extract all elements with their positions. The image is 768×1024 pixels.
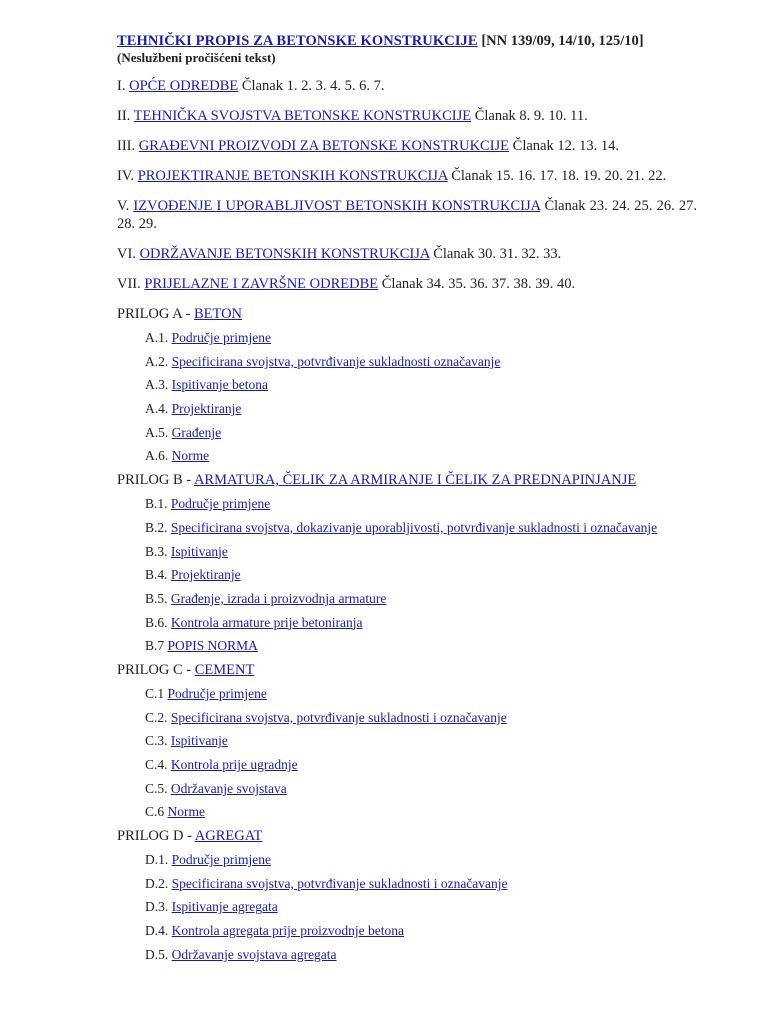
annex-item-link[interactable]: Održavanje svojstava agregata (171, 946, 337, 962)
annex-item (145, 637, 697, 654)
annex-item-link[interactable]: Ispitivanje agregata (171, 899, 278, 915)
annex-item-link[interactable]: Kontrola armature prije betoniranja (170, 614, 363, 630)
annex-item (145, 875, 697, 892)
annex-item-link[interactable]: Područje primjene (170, 496, 271, 512)
part-link[interactable]: TEHNIČKA SVOJSTVA BETONSKE KONSTRUKCIJE (133, 108, 472, 124)
annex-item (145, 519, 697, 536)
part-entry (117, 137, 697, 155)
part-entry (117, 167, 697, 185)
annex-item (145, 566, 697, 583)
annex-item-number: C.1 (145, 685, 165, 701)
annex-item-number: A.1. (145, 330, 169, 345)
annex-item-link[interactable]: Specificirana svojstva, potvrđivanje sukladnosti i označavanje (171, 875, 508, 891)
part-link[interactable]: ODRŽAVANJE BETONSKIH KONSTRUKCIJA (139, 246, 430, 262)
part-number: II. (117, 108, 131, 124)
annex-link[interactable]: BETON (193, 306, 243, 322)
part-number: VII. (117, 276, 141, 292)
part-entry (117, 197, 697, 233)
annex-item-number: A.5. (145, 424, 169, 440)
annex-item (145, 447, 697, 464)
annex-item (145, 922, 697, 939)
part-number: VI. (117, 246, 136, 262)
annex-item-number: B.2. (145, 519, 168, 535)
annex-item (145, 780, 697, 797)
annex-item-number: D.2. (145, 875, 169, 891)
annex-item-link[interactable]: Kontrola agregata prije proizvodnje betona (171, 923, 405, 939)
part-link[interactable]: GRAĐEVNI PROIZVODI ZA BETONSKE KONSTRUKCIJE (138, 138, 510, 154)
annex-item (145, 685, 697, 702)
annex-item (145, 614, 697, 631)
annex-link[interactable]: AGREGAT (194, 828, 263, 845)
annex-item-link[interactable]: POPIS NORMA (167, 638, 258, 654)
annex-item-number: B.1. (145, 496, 168, 512)
title-link[interactable]: TEHNIČKI PROPIS ZA BETONSKE KONSTRUKCIJE (117, 33, 478, 49)
part-link[interactable]: IZVOĐENJE I UPORABLJIVOST BETONSKIH KONSTRUKCIJA (133, 198, 541, 214)
annex-item-number: D.3. (145, 899, 169, 915)
annex-item-number: C.3. (145, 733, 168, 749)
part-articles: Članak 30. 31. 32. 33. (433, 246, 562, 262)
annex-item (145, 353, 697, 370)
part-articles: Članak 1. 2. 3. 4. 5. 6. 7. (241, 78, 385, 94)
annex-item-link[interactable]: Specificirana svojstva, potvrđivanje sukladnosti označavanje (171, 353, 501, 369)
title-reference: [NN 139/09, 14/10, 125/10] (481, 33, 644, 49)
annex-item-link[interactable]: Područje primjene (167, 685, 267, 701)
annex-item (145, 851, 697, 868)
annex-item-number: A.3. (145, 377, 169, 393)
annex-item (145, 424, 697, 441)
annex-item (145, 732, 697, 749)
annex-item-number: B.5. (145, 590, 168, 606)
annex-section (117, 305, 697, 464)
annex-link[interactable]: CEMENT (194, 661, 255, 678)
annex-item (145, 376, 697, 393)
annex-item-link[interactable]: Specificirana svojstva, potvrđivanje sukladnosti i označavanje (170, 709, 507, 725)
document-page (117, 33, 697, 970)
annex-item-number: B.4. (145, 567, 168, 583)
part-entry (117, 77, 697, 95)
part-link[interactable]: PRIJELAZNE I ZAVRŠNE ODREDBE (144, 276, 379, 292)
annex-item-number: C.6 (145, 804, 165, 820)
annex-section (117, 827, 697, 963)
annex-item-link[interactable]: Projektiranje (171, 401, 242, 417)
annex-link[interactable]: ARMATURA, ČELIK ZA ARMIRANJE I ČELIK ZA PREDNAPINJANJE (193, 472, 637, 489)
annex-item-link[interactable]: Ispitivanje betona (171, 377, 268, 393)
annex-item-link[interactable]: Održavanje svojstava (170, 780, 287, 796)
annex-item-number: B.7 (145, 638, 165, 654)
part-entry (117, 245, 697, 263)
annex-item-number: C.2. (145, 709, 168, 725)
document-title (117, 33, 697, 50)
annex-item (145, 329, 697, 346)
annex-heading (117, 827, 697, 845)
annex-item-link[interactable]: Specificirana svojstva, dokazivanje uporabljivosti, potvrđivanje sukladnosti i označavanje (170, 519, 658, 535)
annex-section (117, 661, 697, 820)
part-link[interactable]: OPĆE ODREDBE (129, 78, 239, 94)
annex-item-number: A.4. (145, 401, 169, 417)
annex-item (145, 495, 697, 512)
annex-item-number: B.3. (145, 543, 168, 559)
document-subtitle: (Neslužbeni pročišćeni tekst) (117, 50, 276, 65)
annex-item-number: B.6. (145, 614, 168, 630)
part-articles: Članak 23. 24. 25. 26. 27. 28. 29. (117, 198, 697, 232)
annex-item-link[interactable]: Projektiranje (170, 567, 241, 583)
part-number: V. (117, 198, 130, 214)
annex-item-number: A.6. (145, 448, 169, 464)
annex-item-number: C.4. (145, 757, 168, 772)
annex-item-link[interactable]: Građenje (171, 424, 222, 440)
part-number: III. (117, 138, 136, 154)
annex-item-number: C.5. (145, 780, 168, 796)
annex-item (145, 709, 697, 726)
annex-item-link[interactable]: Područje primjene (171, 852, 271, 868)
annex-item (145, 756, 697, 773)
annex-section (117, 471, 697, 654)
annex-prefix: PRILOG B - (117, 472, 192, 489)
annex-item (145, 400, 697, 417)
annex-item (145, 803, 697, 820)
annex-item-number: D.5. (145, 946, 169, 962)
annex-prefix: PRILOG A - (117, 306, 191, 322)
annex-item-link[interactable]: Građenje, izrada i proizvodnja armature (170, 590, 387, 606)
annex-item-number: D.1. (145, 852, 169, 868)
part-articles: Članak 8. 9. 10. 11. (474, 108, 588, 124)
annex-item-link[interactable]: Kontrola prije ugradnje (170, 757, 298, 772)
parts-list (117, 77, 697, 293)
annex-item-link[interactable]: Područje primjene (171, 330, 271, 345)
part-entry (117, 275, 697, 293)
annex-prefix: PRILOG C - (117, 661, 192, 678)
annex-item-link[interactable]: Ispitivanje (170, 733, 228, 749)
annex-heading (117, 661, 697, 679)
annex-item-link[interactable]: Norme (171, 448, 210, 464)
annex-item (145, 590, 697, 607)
annex-item-link[interactable]: Ispitivanje (170, 543, 228, 559)
annex-item-number: D.4. (145, 923, 169, 939)
annex-item-link[interactable]: Norme (167, 804, 206, 820)
annex-item (145, 543, 697, 560)
part-number: I. (117, 78, 126, 94)
part-articles: Članak 15. 16. 17. 18. 19. 20. 21. 22. (451, 168, 667, 184)
part-articles: Članak 34. 35. 36. 37. 38. 39. 40. (381, 276, 576, 292)
part-articles: Članak 12. 13. 14. (512, 138, 619, 154)
part-entry (117, 107, 697, 125)
annex-prefix: PRILOG D - (117, 828, 192, 845)
part-link[interactable]: PROJEKTIRANJE BETONSKIH KONSTRUKCIJA (137, 168, 448, 184)
annex-heading (117, 471, 697, 489)
annex-item-number: A.2. (145, 353, 169, 369)
annex-heading (117, 305, 697, 323)
part-number: IV. (117, 168, 135, 184)
annex-item (145, 946, 697, 963)
annex-item (145, 898, 697, 915)
